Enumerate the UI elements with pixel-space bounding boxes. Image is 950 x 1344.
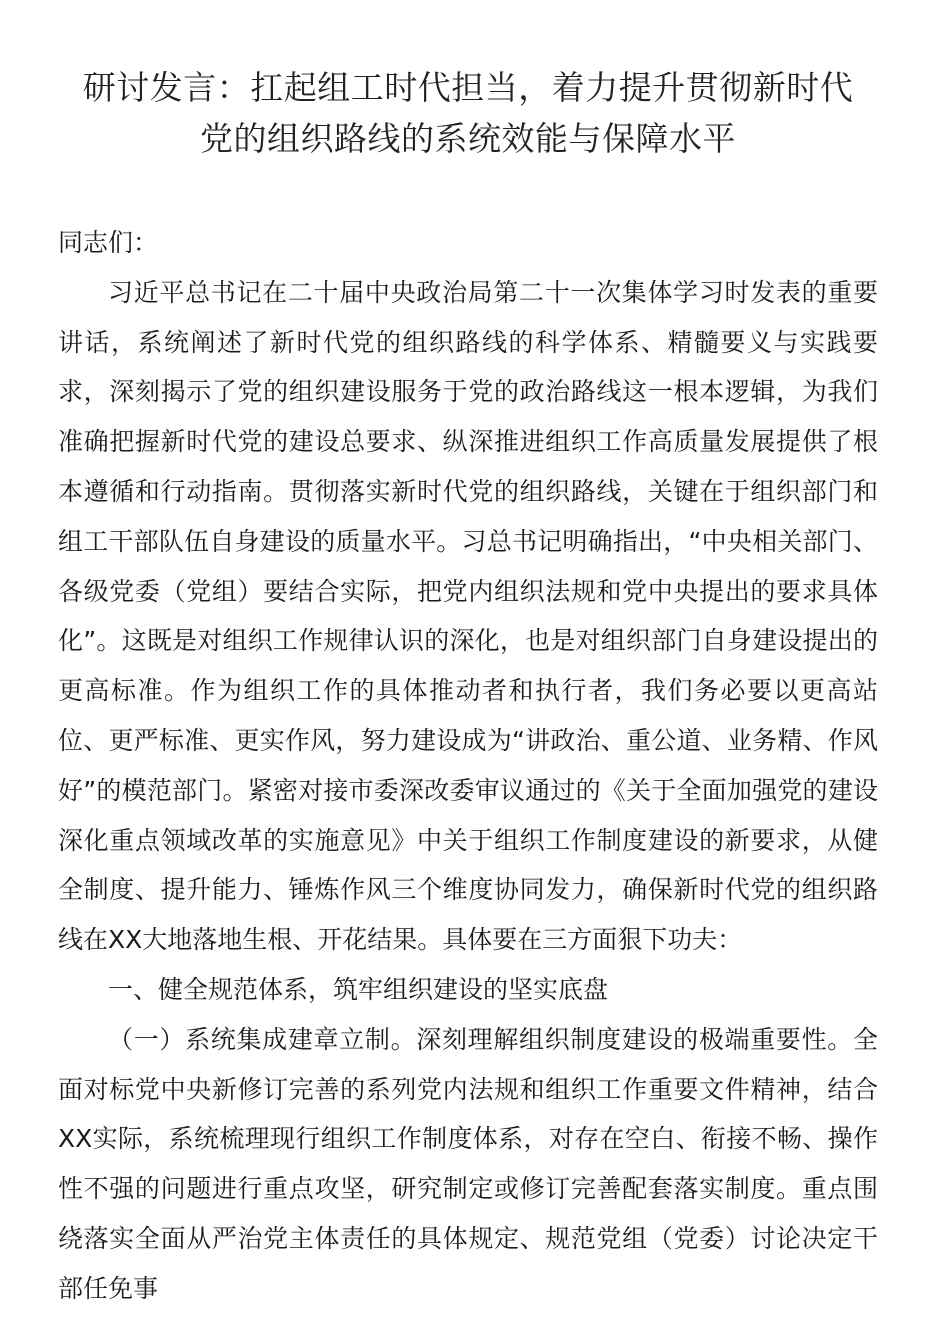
title-line-2: 党的组织路线的系统效能与保障水平 bbox=[200, 119, 736, 158]
subsection-paragraph: （一）系统集成建章立制。深刻理解组织制度建设的极端重要性。全面对标党中央新修订完善的系列党内法规和组织工作重要文件精神，结合XX实际，系统梳理现行组织工作制度体系，对存在空白、衔接不畅、操作性不强的问题进行重点攻坚，研究制定或修订完善配套落实制度。重点围绕落实全面从严治党主体责任的具体规定、规范党组（党委）讨论决定干部任免事 bbox=[58, 1024, 878, 1303]
title-line-1: 研讨发言：扛起组工时代担当，着力提升贯彻新时代 bbox=[82, 68, 854, 107]
document-page bbox=[58, 62, 878, 1314]
body-paragraph: 习近平总书记在二十届中央政治局第二十一次集体学习时发表的重要讲话，系统阐述了新时代党的组织路线的科学体系、精髓要义与实践要求，深刻揭示了党的组织建设服务于党的政治路线这一根本逻辑，为我们准确把握新时代党的建设总要求、纵深推进组织工作高质量发展提供了根本遵循和行动指南。贯彻落实新时代党的组织路线，关键在于组织部门和组工干部队伍自身建设的质量水平。习总书记明确指出，“中央相关部门、各级党委（党组）要结合实际，把党内组织法规和党中央提出的要求具体化”。这既是对组织工作规律认识的深化，也是对组织部门自身建设提出的更高标准。作为组织工作的具体推动者和执行者，我们务必要以更高站位、更严标准、更实作风，努力建设成为“讲政治、重公道、业务精、作风好”的模范部门。紧密对接市委深改委审议通过的《关于全面加强党的建设深化重点领域改革的实施意见》中关于组织工作制度建设的新要求，从健全制度、提升能力、锤炼作风三个维度协同发力，确保新时代党的组织路线在XX大地落地生根、开花结果。具体要在三方面狠下功夫： bbox=[58, 277, 878, 955]
document-body bbox=[58, 218, 878, 1314]
document-title bbox=[58, 62, 878, 164]
salutation: 同志们： bbox=[58, 228, 159, 257]
section-heading: 一、健全规范体系，筑牢组织建设的坚实底盘 bbox=[108, 974, 609, 1004]
